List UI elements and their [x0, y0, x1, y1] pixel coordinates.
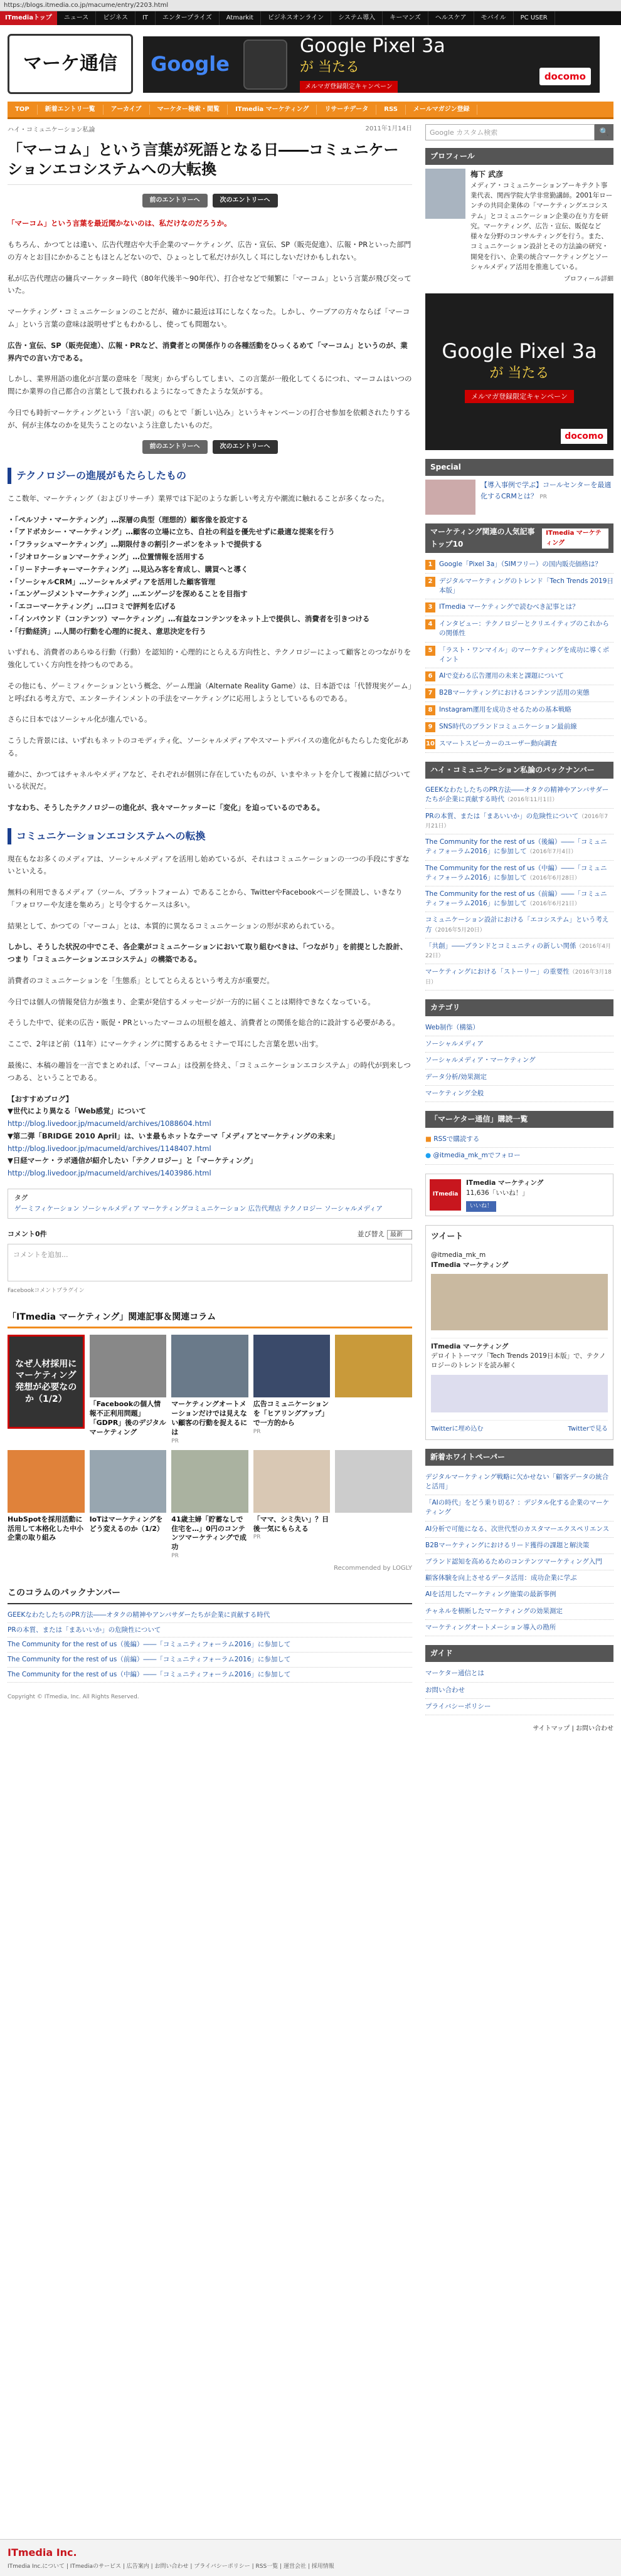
column-item[interactable]	[425, 886, 613, 912]
pr-label: PR	[253, 1534, 261, 1541]
column-backnumber-list	[425, 782, 613, 991]
docomo-logo: docomo	[539, 68, 591, 85]
related-article-image	[253, 1335, 331, 1397]
tweet-heading: ツイート	[431, 1231, 464, 1241]
profile-widget	[425, 148, 613, 285]
gnav-new-entries[interactable]: 新着エントリ一覧	[38, 105, 104, 115]
ranking-link[interactable]: Google「Pixel 3a」（SIMフリー）の国内販売価格は？	[439, 560, 602, 568]
column-link[interactable]: The Community for the rest of us（後編）――「コミュニティフォーラム2016」に参加して	[425, 838, 607, 856]
fb-page-name[interactable]: ITmedia マーケティング	[466, 1179, 544, 1187]
body-paragraph-bold: すなわち、そうしたテクノロジーの進化が、我々マーケッターに「変化」を迫っているのである。	[8, 803, 324, 812]
list-item: ・「インバウンド（コンテンツ）マーケティング」…有益なコンテンツをネット上で提供し、消費者を引きつける	[8, 614, 370, 623]
body-paragraph: そうした中で、従来の広告・販促・PRといったマーコムの垣根を越え、消費者との関係を総合的に設計する必要がある。	[8, 1018, 400, 1028]
itmedia-marketing-logo: ITmedia	[430, 1179, 461, 1211]
copyright: Copyright © ITmedia, Inc. All Rights Reserved.	[8, 1693, 139, 1700]
browser-url-bar[interactable]: https://blogs.itmedia.co.jp/macume/entry/2203.html	[0, 0, 621, 11]
itmedia-footer-logo[interactable]: ITmedia Inc.	[8, 2547, 77, 2558]
related-article-image	[90, 1450, 167, 1513]
google-logo: Google	[151, 52, 230, 76]
tweet-image	[431, 1274, 608, 1330]
related-article-title: HubSpotを採用活動に活用して本格化した中小企業の取り組み	[8, 1515, 83, 1542]
body-paragraph: ここ数年、マーケティング（およびリサーチ）業界では下記のような新しい考え方や潮流に触れることが多くなった。	[8, 493, 389, 503]
list-item: ・「リードナーチャーマーケティング」…見込み客を育成し、購買へと導く	[8, 564, 248, 574]
ranking-item[interactable]	[425, 643, 613, 668]
pr-label: PR	[171, 1438, 179, 1444]
comment-input[interactable]: コメントを追加...	[8, 1244, 412, 1281]
ranking-link[interactable]: B2Bマーケティングにおけるコンテンツ活用の実態	[439, 689, 590, 697]
recommended-blog-title: ▼世代により異なる「Web感覚」について	[8, 1107, 146, 1116]
whitepaper-heading: 新着ホワイトペーパー	[425, 1449, 613, 1466]
sitemap-links[interactable]: サイトマップ | お問い合わせ	[533, 1725, 613, 1732]
entry-nav-mid	[8, 440, 412, 454]
related-articles-grid	[8, 1335, 412, 1560]
docomo-logo: docomo	[561, 429, 607, 444]
guide-link[interactable]: プライバシーポリシー	[425, 1702, 491, 1710]
column-item[interactable]	[425, 834, 613, 860]
list-item: ・「エンゲージメントマーケティング」…エンゲージを深めることを目指す	[8, 589, 248, 599]
top-banner-ad[interactable]	[143, 36, 600, 93]
related-article-image: なぜ人材採用にマーケティング発想が必要なのか（1/2）	[8, 1335, 85, 1429]
whitepaper-item[interactable]	[425, 1538, 613, 1554]
comment-sort	[358, 1229, 413, 1240]
category-item[interactable]	[425, 1086, 613, 1102]
guide-link[interactable]: マーケター通信とは	[425, 1669, 484, 1678]
ad-subtitle: が 当たる	[489, 365, 549, 382]
footer-links[interactable]: ITmedia Inc.について | ITmediaのサービス | 広告案内 | お問い合わせ | プライバシーポリシー | RSS一覧 | 運営会社 | 採用情報	[8, 2563, 334, 2570]
guide-item[interactable]	[425, 1699, 613, 1715]
twitter-link[interactable]: @itmedia_mk_mでフォロー	[433, 1152, 521, 1160]
ranking-item[interactable]	[425, 668, 613, 685]
whitepaper-link[interactable]: AIを活用したマーケティング施策の最新事例	[425, 1590, 556, 1599]
next-entry-button[interactable]: 次のエントリーへ	[213, 194, 278, 208]
body-paragraph: マーケティング・コミュニケーションのことだが、確かに最近は耳にしなくなった。しかし、ウーブアの方々ならば「マーコム」という言葉の意味は説明せずともわかるし、使っても問題ない。	[8, 307, 410, 329]
rank-number: 10	[425, 739, 435, 749]
guide-heading: ガイド	[425, 1645, 613, 1662]
body-paragraph: 確かに、かつてはチャネルやメディアなど、それぞれが個別に存在していたものが、いまやネットを介して複雑に結びついている状況だ。	[8, 769, 411, 791]
entry-nav-top	[8, 194, 412, 208]
related-article-card[interactable]	[8, 1335, 85, 1445]
column-date: （2016年5月20日）	[432, 927, 486, 933]
special-heading: Special	[425, 459, 613, 476]
related-article-card[interactable]	[253, 1335, 331, 1445]
rank-number: 8	[425, 705, 435, 715]
profile-more-link[interactable]: プロフィール詳細	[564, 276, 613, 283]
ad-campaign: メルマガ登録限定キャンペーン	[300, 81, 398, 93]
itnav-item[interactable]: ビジネス	[96, 11, 135, 25]
backnumber-link[interactable]: The Community for the rest of us（中編）――「コミュニティフォーラム2016」に参加して	[8, 1670, 291, 1678]
ranking-item[interactable]	[425, 685, 613, 702]
gnav-top[interactable]: TOP	[8, 105, 38, 115]
related-article-title: 「Facebookの個人情報不正利用問題」「GDPR」後のデジタルマーケティング	[89, 1400, 166, 1436]
twitter-icon: ●	[425, 1152, 432, 1160]
whitepaper-item[interactable]	[425, 1620, 613, 1636]
tweet-item[interactable]	[431, 1247, 608, 1338]
category-item[interactable]	[425, 1053, 613, 1069]
special-item[interactable]	[425, 480, 613, 515]
lead-text: 「マーコム」という言葉を最近聞かないのは、私だけなのだろうか。	[8, 219, 231, 228]
rss-subscribe[interactable]	[425, 1132, 613, 1148]
column-date: （2016年3月18日）	[425, 969, 612, 986]
related-article-title: マーケティングオートメーションだけでは見えない顧客の行動を捉えるには	[171, 1400, 248, 1436]
related-article-title: IoTはマーケティングをどう変えるのか（1/2）	[89, 1515, 164, 1533]
backnumber-heading: このコラムのバックナンバー	[8, 1584, 412, 1604]
tweet-image	[431, 1375, 608, 1412]
related-article-card[interactable]	[253, 1450, 331, 1560]
list-item: ・「ペルソナ・マーケティング」…深層の典型（理想的）顧客像を設定する	[8, 515, 248, 524]
ranking-link[interactable]: 「ラスト・ワンマイル」のマーケティングを成功に導くポイント	[439, 646, 610, 663]
itmedia-top-logo[interactable]: ITmediaトップ	[0, 11, 57, 25]
category-link[interactable]: ソーシャルメディア・マーケティング	[425, 1056, 536, 1065]
itmedia-top-nav	[0, 11, 621, 25]
itnav-item[interactable]: ビジネスオンライン	[261, 11, 331, 25]
rank-number: 4	[425, 619, 435, 629]
related-article-card[interactable]	[90, 1450, 167, 1560]
column-link[interactable]: GEEKなわたしたちのPR方法――オタクの精神やアンバサダーたちが企業に貢献する時代	[425, 786, 609, 804]
column-item[interactable]	[425, 809, 613, 834]
backnumber-link[interactable]: PRの本質、または「まあいいか」の危険性について	[8, 1626, 161, 1634]
global-nav	[8, 102, 613, 119]
related-article-title: 広告コミュニケーションを「ヒアリングアップ」で一方的から	[253, 1400, 329, 1427]
facebook-widget	[425, 1174, 613, 1216]
column-link[interactable]: マーケティングにおける「ストーリー」の重要性	[425, 968, 570, 976]
prev-entry-button[interactable]: 前のエントリーへ	[142, 194, 208, 208]
site-footer	[0, 2539, 621, 2576]
body-paragraph: 消費者のコミュニケーションを「生態系」としてとらえるという考え方が重要だ。	[8, 975, 274, 985]
itnav-item[interactable]: ニュース	[57, 11, 97, 25]
list-item: ・「ジオロケーションマーケティング」…位置情報を活用する	[8, 552, 205, 561]
pr-label: PR	[539, 493, 548, 500]
site-logo[interactable]: マーケ通信	[8, 34, 133, 94]
phone-image	[243, 39, 287, 90]
itnav-item[interactable]: PC USER	[514, 11, 555, 25]
guide-list	[425, 1666, 613, 1715]
related-article-image	[253, 1450, 331, 1513]
ranking-item[interactable]	[425, 616, 613, 642]
twitter-view-link[interactable]: Twitterで見る	[568, 1425, 608, 1433]
body-paragraph: もちろん、かつてとは違い、広告代理店や大手企業のマーケティング、広告・宣伝、SP（販売促進）、広報・PRといった部門の方々とお目にかかることもほとんどないので、ひょっとして私だけが久しく耳にしないだけかもしれない。	[8, 240, 411, 261]
ranking-item[interactable]	[425, 599, 613, 616]
ranking-link[interactable]: SNS時代のブランドコミュニケーション最前線	[439, 723, 577, 731]
entry-date: 2011年1月14日	[365, 125, 412, 132]
fb-like-count: 11,636「いいね！」	[466, 1189, 529, 1197]
section-heading: テクノロジーの進展がもたらしたもの	[8, 468, 412, 484]
rank-number: 7	[425, 688, 435, 698]
column-link[interactable]: コミュニケーション設計における「エコシステム」という考え方	[425, 916, 609, 933]
related-article-image	[335, 1335, 412, 1397]
special-link[interactable]: 【導入事例で学ぶ】コールセンターを最適化するCRMとは？	[480, 481, 612, 500]
rank-number: 9	[425, 722, 435, 732]
body-paragraph: 現在もなお多くのメディアは、ソーシャルメディアを活用し始めているが、それはコミュニケーションの一つの手段にすぎないといえる。	[8, 854, 410, 876]
category-heading: カテゴリ	[425, 999, 613, 1016]
recommended-blogs	[8, 1093, 412, 1180]
column-item[interactable]	[425, 782, 613, 808]
sidebar-search	[425, 124, 613, 140]
gnav-archive[interactable]: アーカイブ	[104, 105, 150, 115]
ranking-item[interactable]	[425, 719, 613, 736]
itnav-item[interactable]: Atmarkit	[220, 11, 261, 25]
body-paragraph: さらに日本ではソーシャル化が進んでいる。	[8, 715, 152, 724]
fb-comment-plugin-label: Facebookコメントプラグイン	[8, 1287, 85, 1294]
subscribe-list	[425, 1132, 613, 1164]
recommended-blog-link[interactable]: http://blog.livedoor.jp/macumeld/archives/1148407.html	[8, 1143, 211, 1153]
rank-number: 2	[425, 577, 435, 587]
ranking-item[interactable]	[425, 702, 613, 719]
backnumber-row[interactable]	[8, 1608, 412, 1623]
column-date: （2016年11月1日）	[504, 797, 558, 804]
ranking-link[interactable]: AIで変わる広告運用の未来と課題について	[439, 672, 565, 680]
ranking-link[interactable]: ITmedia マーケティングで読むべき記事とは？	[439, 603, 579, 611]
whitepaper-link[interactable]: チャネルを横断したマーケティングの効果測定	[425, 1607, 563, 1615]
sort-select[interactable]: 最新	[387, 1230, 412, 1239]
category-item[interactable]	[425, 1070, 613, 1086]
rank-number: 6	[425, 671, 435, 681]
backnumber-row[interactable]	[8, 1653, 412, 1668]
sort-label: 並び替え	[357, 1229, 385, 1238]
sidebar-ad[interactable]	[425, 293, 613, 450]
whitepaper-item[interactable]	[425, 1570, 613, 1587]
twitter-follow[interactable]	[425, 1148, 613, 1164]
ranking-link[interactable]: デジタルマーケティングのトレンド「Tech Trends 2019日本版」	[439, 577, 613, 594]
whitepaper-item[interactable]	[425, 1587, 613, 1603]
backnumber-row[interactable]	[8, 1623, 412, 1638]
rank-number: 1	[425, 560, 435, 570]
backnumber-link[interactable]: GEEKなわたしたちのPR方法――オタクの精神やアンバサダーたちが企業に貢献する時代	[8, 1611, 270, 1619]
related-article-image	[171, 1450, 248, 1513]
backnumber-link[interactable]: The Community for the rest of us（後編）――「コミュニティフォーラム2016」に参加して	[8, 1641, 291, 1649]
search-icon[interactable]: 🔍	[595, 124, 613, 140]
whitepaper-link[interactable]: マーケティングオートメーション導入の勘所	[425, 1623, 556, 1631]
recommended-blog-title: ▼第二弾「BRIDGE 2010 April」は、いま最もホットなテーマ「メディアとマーケティングの未来」	[8, 1131, 339, 1140]
tag-label: タグ	[14, 1194, 28, 1202]
column-item[interactable]	[425, 964, 613, 990]
whitepaper-item[interactable]	[425, 1522, 613, 1538]
guide-link[interactable]: お問い合わせ	[425, 1686, 465, 1694]
itnav-item[interactable]: ヘルスケア	[428, 11, 474, 25]
section-heading: コミュニケーションエコシステムへの転換	[8, 828, 412, 844]
column-date: （2016年4月22日）	[425, 943, 612, 960]
body-paragraph: 無料の利用できるメディア（ツール、プラットフォーム）であることから、TwitterやFacebookページを開設し、いきなり「フォロワーや友達を集めろ」と号令するケースは多い。	[8, 888, 403, 909]
related-article-title: 41歳主婦「貯蓄なしで住宅を…」0円のコンテンツマーケティングで成功	[171, 1515, 247, 1552]
category-item[interactable]	[425, 1020, 613, 1036]
whitepaper-list	[425, 1469, 613, 1636]
itnav-item[interactable]: システム導入	[331, 11, 383, 25]
related-article-card[interactable]	[335, 1450, 412, 1560]
related-article-card[interactable]	[171, 1335, 248, 1445]
related-article-card[interactable]	[8, 1450, 85, 1560]
next-entry-button[interactable]: 次のエントリーへ	[213, 440, 278, 454]
body-paragraph-bold: 広告・宣伝、SP（販売促進）、広報・PRなど、消費者との関係作りの各種活動をひっくるめて「マーコム」というのが、業界内での言い方である。	[8, 340, 408, 362]
recommended-blog-link[interactable]: http://blog.livedoor.jp/macumeld/archives/1088604.html	[8, 1119, 211, 1128]
ranking-item[interactable]	[425, 736, 613, 753]
gnav-itmedia-marketing[interactable]: ITmedia マーケティング	[228, 105, 317, 115]
page-title: 「マーコム」という言葉が死語となる日――コミュニケーションエコシステムへの大転換	[8, 137, 412, 185]
body-paragraph: 今日でも時折マーケティングという「言い訳」のもとで「新しい込み」というキャンペーンの打合せ参加を依頼されたりするが、何が主体なのかを見失うことのないよう注意したいものだ。	[8, 407, 411, 429]
recommended-blog-title: ▼日経マーケ・ラボ通信が紹介したい「テクノロジー」と「マーケティング」	[8, 1156, 257, 1165]
category-link[interactable]: Web制作（構築）	[425, 1023, 479, 1031]
sidebar	[425, 119, 613, 1734]
ranking-item[interactable]	[425, 557, 613, 574]
list-item: ・「アドボカシー・マーケティング」…顧客の立場に立ち、自社の利益を優先せずに最適な提案を行う	[8, 527, 335, 537]
ranking-item[interactable]	[425, 574, 613, 599]
breadcrumb[interactable]: ハイ・コミュニケーション私論	[8, 127, 95, 134]
column-link[interactable]: The Community for the rest of us（中編）――「コミュニティフォーラム2016」に参加して	[425, 864, 607, 881]
body-paragraph: 私が広告代理店の傭兵マーケッター時代（80年代後半～90年代）、打合せなどで頻繁に「マーコム」という言葉が飛び交っていた。	[8, 273, 411, 295]
gnav-marketer-search[interactable]: マーケター検索・閲覧	[150, 105, 228, 115]
tweet-item[interactable]	[431, 1338, 608, 1421]
ranking-link[interactable]: スマートスピーカーのユーザー動向調査	[439, 740, 558, 748]
related-articles-heading: 「ITmedia マーケティング」関連記事＆関連コラム	[8, 1308, 412, 1328]
avatar	[425, 169, 465, 219]
twitter-embed-link[interactable]: Twitterに埋め込む	[431, 1425, 484, 1433]
pr-label: PR	[171, 1553, 179, 1560]
column-date: （2016年6月28日）	[526, 875, 580, 881]
column-backnumber-heading: ハイ・コミュニケーション私論のバックナンバー	[425, 762, 613, 779]
body-paragraph: その他にも、ゲーミフィケーションという概念、ゲーム理論（Alternate Reality Game）は、日本語では「代替現実ゲーム」と呼ばれる考え方で、エンターテインメントの手法をマーケティングに応用しようとしているものである。	[8, 681, 412, 703]
ranking-heading	[425, 523, 613, 552]
tag-box	[8, 1189, 412, 1219]
whitepaper-link[interactable]: デジタルマーケティング戦略に欠かせない「顧客データの統合と活用」	[425, 1473, 609, 1490]
column-date: （2016年7月21日）	[425, 813, 608, 829]
category-link[interactable]: データ分析/効果測定	[425, 1073, 487, 1081]
ad-title: Google Pixel 3a	[300, 36, 445, 57]
related-article-image	[8, 1450, 85, 1513]
category-list	[425, 1020, 613, 1102]
ad-title: Google Pixel 3a	[442, 339, 597, 364]
related-article-card[interactable]	[171, 1450, 248, 1560]
recommended-by: Recommended by LOGLY	[334, 1565, 412, 1572]
column-link[interactable]: 「共創」――ブランドとコミュニティの新しい関係	[425, 942, 576, 950]
column-item[interactable]	[425, 861, 613, 886]
itnav-item[interactable]: キーマンズ	[383, 11, 428, 25]
rank-number: 3	[425, 602, 435, 612]
related-article-image	[335, 1450, 412, 1513]
itnav-item[interactable]: IT	[135, 11, 156, 25]
ad-campaign: メルマガ登録限定キャンペーン	[465, 390, 574, 404]
ad-subtitle: が 当たる	[300, 59, 359, 75]
comment-bar	[8, 1229, 412, 1240]
body-paragraph: 今日では個人の情報発信力が強まり、企業が発信するメッセージが一方的に届くことは期待できなくなっている。	[8, 997, 375, 1006]
whitepaper-link[interactable]: 顧客体験を向上させるデータ活用：成功企業に学ぶ	[425, 1574, 577, 1582]
special-image	[425, 480, 475, 515]
twitter-widget	[425, 1225, 613, 1440]
comment-count: コメント0件	[8, 1229, 47, 1238]
whitepaper-item[interactable]	[425, 1469, 613, 1495]
column-link[interactable]: PRの本質、または「まあいいか」の危険性について	[425, 812, 579, 820]
column-link[interactable]: The Community for the rest of us（前編）――「コミュニティフォーラム2016」に参加して	[425, 890, 607, 908]
author-name: 梅下 武彦	[470, 170, 504, 179]
recommended-blog-link[interactable]: http://blog.livedoor.jp/macumeld/archives/1403986.html	[8, 1169, 211, 1178]
tweet-text: デロイトトーマツ「Tech Trends 2019日本版」で、テクノロジーのトレンドを読み解く	[431, 1352, 606, 1370]
guide-item[interactable]	[425, 1666, 613, 1682]
whitepaper-link[interactable]: AI分析で可能になる、次世代型のカスタマーエクスペリエンス	[425, 1525, 610, 1533]
prev-entry-button[interactable]: 前のエントリーへ	[142, 440, 208, 454]
gnav-newsletter[interactable]: メールマガジン登録	[406, 105, 478, 115]
whitepaper-link[interactable]: ブランド認知を高めるためのコンテンツマーケティング入門	[425, 1558, 602, 1566]
column-item[interactable]	[425, 938, 613, 964]
backnumber-row[interactable]	[8, 1638, 412, 1653]
column-item[interactable]	[425, 912, 613, 938]
gnav-rss[interactable]: RSS	[376, 105, 406, 115]
tag-links[interactable]: ゲーミフィケーション ソーシャルメディア マーケティングコミュニケーション 広告代理店 テクノロジー ソーシャルメディア	[14, 1204, 383, 1212]
backnumber-link[interactable]: The Community for the rest of us（前編）――「コミュニティフォーラム2016」に参加して	[8, 1656, 291, 1664]
whitepaper-link[interactable]: B2Bマーケティングにおけるリード獲得の課題と解決策	[425, 1541, 590, 1549]
gnav-research[interactable]: リサーチデータ	[317, 105, 376, 115]
search-input[interactable]: Google カスタム検索	[425, 124, 595, 140]
main-column	[8, 119, 412, 1701]
itnav-item[interactable]: エンタープライズ	[156, 11, 220, 25]
body-paragraph: 結果として、かつての「マーコム」とは、本質的に異なるコミュニケーションの形が求められている。	[8, 921, 339, 930]
related-article-card[interactable]	[90, 1335, 167, 1445]
ranking-link[interactable]: インタビュー：テクノロジーとクリエイティブのこれからの関係性	[439, 620, 609, 638]
category-link[interactable]: ソーシャルメディア	[425, 1040, 484, 1048]
related-article-card[interactable]	[335, 1335, 412, 1445]
ranking-link[interactable]: Instagram運用を成功させるための基本戦略	[439, 706, 571, 714]
body-paragraph: いずれも、消費者のあらゆる行動（行動）を認知的・心理的にとらえる方向性と、テクノロジーによって顧客とのつながりを強化していく方向性を持つものである。	[8, 648, 411, 670]
tweet-account[interactable]: @itmedia_mk_m	[431, 1251, 486, 1259]
body-paragraph: ここで、2年ほど前（11年）にマーケティングに関するあるセミナーで耳にした言葉を思い出す。	[8, 1039, 323, 1049]
author-bio: メディア・コミュニケーションアーキテクト事業代表、関西学院大学非常勤講師。2001年ローンチの共同企業体の「マーケティングエコシステム」とコミュニケーション企業の在り方を研究。マーケティング、広告・宣伝、販促など様々な分野のコンサルティングを行う。また、コミュニケーション設計とその方法論の研究・開発を行い、企業の統合マーケティングとソーシャルメディア活用を推進している。	[470, 181, 613, 271]
ranking-badge: ITmedia マーケティング	[542, 528, 608, 549]
backnumber-row[interactable]	[8, 1668, 412, 1683]
tweet-author: ITmedia マーケティング	[431, 1342, 509, 1350]
category-item[interactable]	[425, 1036, 613, 1053]
list-item: ・「行動経済」…人間の行動を心理的に捉え、意思決定を行う	[8, 626, 206, 636]
related-article-image	[90, 1335, 167, 1397]
body-paragraph: こうした背景には、いずれもネットのコモディティ化、ソーシャルメディアやスマートデバイスの進化がもたらした変化がある。	[8, 736, 409, 757]
fb-like-button[interactable]: いいね！	[466, 1201, 496, 1211]
category-link[interactable]: マーケティング全般	[425, 1089, 484, 1097]
rss-link[interactable]: RSSで購読する	[433, 1135, 480, 1143]
body-paragraph-bold: しかし、そうした状況の中でこそ、各企業がコミュニケーションにおいて取り組むべきは、「つながり」を前提とした設計、つまり「コミュニケーションエコシステム」の構築である。	[8, 942, 408, 964]
whitepaper-item[interactable]	[425, 1604, 613, 1620]
pr-label: PR	[253, 1428, 261, 1435]
ranking-list	[425, 557, 613, 753]
subscribe-heading: 「マーケター通信」購読一覧	[425, 1111, 613, 1128]
related-article-image	[171, 1335, 248, 1397]
whitepaper-item[interactable]	[425, 1554, 613, 1570]
list-item: ・「ソーシャルCRM」…ソーシャルメディアを活用した顧客管理	[8, 577, 216, 586]
rss-icon: ■	[425, 1135, 432, 1143]
whitepaper-link[interactable]: 「AIの時代」をどう乗り切る？：デジタル化する企業のマーケティング	[425, 1499, 610, 1517]
column-date: （2016年6月21日）	[526, 901, 580, 908]
list-item: ・「フラッシュマーケティング」…期限付きの割引クーポンをネットで提供する	[8, 540, 263, 549]
recommended-blogs-heading: 【おすすめブログ】	[8, 1094, 73, 1103]
site-header	[0, 25, 621, 102]
column-date: （2016年7月4日）	[526, 849, 577, 856]
trend-list	[8, 514, 412, 638]
guide-item[interactable]	[425, 1683, 613, 1699]
rank-number: 5	[425, 646, 435, 656]
special-widget	[425, 459, 613, 515]
list-item: ・「エコーマーケティング」…口コミで評判を広げる	[8, 602, 176, 611]
body-paragraph: しかし、業界用語の進化が言葉の意味を「現実」からずらしてしまい、この言葉が一般化してくるにつれ、マーコムはいつの間にか業界の自己都合の言葉として扱われるようになってきたような気がする。	[8, 374, 412, 396]
whitepaper-item[interactable]	[425, 1495, 613, 1521]
body-paragraph: 最後に、本稿の趣旨を一言でまとめれば、「マーコム」は役割を終え、「コミュニケーションエコシステム」の時代が到来しつつある、ということである。	[8, 1061, 411, 1082]
profile-heading: プロフィール	[425, 148, 613, 165]
ranking-title: マーケティング関連の人気記事 トップ10	[430, 527, 535, 549]
related-article-title: 「ママ、シミ失い」？日後一気にもらえる	[253, 1515, 329, 1533]
itnav-item[interactable]: モバイル	[474, 11, 514, 25]
tweet-author: ITmedia マーケティング	[431, 1261, 509, 1269]
